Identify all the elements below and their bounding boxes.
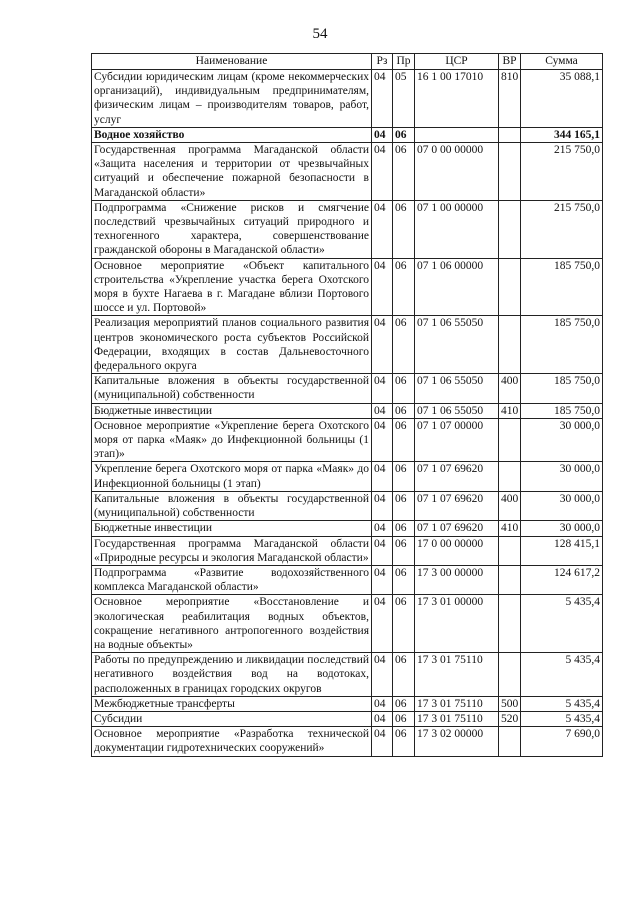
cell-sum: 30 000,0 — [521, 462, 603, 491]
cell-pr: 06 — [393, 143, 415, 201]
cell-name: Реализация мероприятий планов социального развития центров экономического роста субъектов Российской Федерации, входящих в состав Дальневосточного федерального округа — [92, 316, 372, 374]
cell-csr: 07 1 07 69620 — [415, 491, 499, 520]
cell-sum: 344 165,1 — [521, 127, 603, 142]
cell-pr: 06 — [393, 200, 415, 258]
table-row — [92, 711, 603, 726]
cell-rz: 04 — [372, 403, 393, 418]
cell-csr: 07 1 06 55050 — [415, 316, 499, 374]
cell-name: Субсидии — [92, 711, 372, 726]
cell-name: Бюджетные инвестиции — [92, 403, 372, 418]
cell-csr: 07 1 00 00000 — [415, 200, 499, 258]
table-row — [92, 70, 603, 128]
cell-name: Укрепление берега Охотского моря от парка «Маяк» до Инфекционной больницы (1 этап) — [92, 462, 372, 491]
cell-sum: 30 000,0 — [521, 418, 603, 462]
cell-name: Подпрограмма «Снижение рисков и смягчение последствий чрезвычайных ситуаций природного и техногенного характера, совершенствование гражданской обороны в Магаданской области» — [92, 200, 372, 258]
cell-pr: 06 — [393, 374, 415, 403]
cell-sum: 185 750,0 — [521, 258, 603, 316]
cell-csr: 16 1 00 17010 — [415, 70, 499, 128]
cell-csr: 07 0 00 00000 — [415, 143, 499, 201]
cell-vr — [499, 418, 521, 462]
cell-csr: 17 0 00 00000 — [415, 536, 499, 565]
cell-name: Водное хозяйство — [92, 127, 372, 142]
table-row — [92, 491, 603, 520]
table-row — [92, 595, 603, 653]
cell-sum: 185 750,0 — [521, 316, 603, 374]
cell-sum: 5 435,4 — [521, 711, 603, 726]
cell-rz: 04 — [372, 727, 393, 756]
table-row — [92, 143, 603, 201]
cell-vr: 410 — [499, 521, 521, 536]
cell-rz: 04 — [372, 143, 393, 201]
table-row — [92, 316, 603, 374]
header-rz: Рз — [372, 54, 393, 70]
cell-rz: 04 — [372, 565, 393, 594]
cell-pr: 06 — [393, 536, 415, 565]
cell-vr — [499, 127, 521, 142]
header-pr: Пр — [393, 54, 415, 70]
cell-csr: 07 1 07 00000 — [415, 418, 499, 462]
cell-rz: 04 — [372, 418, 393, 462]
cell-vr — [499, 143, 521, 201]
cell-vr — [499, 727, 521, 756]
cell-name: Основное мероприятие «Восстановление и экологическая реабилитация водных объектов, сокращение негативного антропогенного воздействия на водные объекты» — [92, 595, 372, 653]
cell-vr: 400 — [499, 374, 521, 403]
table-row — [92, 565, 603, 594]
cell-pr: 06 — [393, 462, 415, 491]
cell-pr: 06 — [393, 316, 415, 374]
cell-csr: 07 1 06 55050 — [415, 374, 499, 403]
table-row — [92, 127, 603, 142]
cell-name: Капитальные вложения в объекты государственной (муниципальной) собственности — [92, 491, 372, 520]
cell-rz: 04 — [372, 653, 393, 697]
cell-sum: 30 000,0 — [521, 491, 603, 520]
cell-csr — [415, 127, 499, 142]
table-row — [92, 200, 603, 258]
cell-name: Капитальные вложения в объекты государственной (муниципальной) собственности — [92, 374, 372, 403]
cell-vr — [499, 536, 521, 565]
cell-sum: 5 435,4 — [521, 653, 603, 697]
header-sum: Сумма — [521, 54, 603, 70]
cell-pr: 06 — [393, 653, 415, 697]
cell-vr: 520 — [499, 711, 521, 726]
cell-csr: 17 3 02 00000 — [415, 727, 499, 756]
budget-table — [91, 53, 603, 757]
cell-sum: 128 415,1 — [521, 536, 603, 565]
cell-pr: 06 — [393, 418, 415, 462]
cell-vr: 400 — [499, 491, 521, 520]
cell-vr — [499, 462, 521, 491]
cell-sum: 5 435,4 — [521, 595, 603, 653]
cell-rz: 04 — [372, 521, 393, 536]
cell-sum: 35 088,1 — [521, 70, 603, 128]
cell-sum: 185 750,0 — [521, 374, 603, 403]
cell-sum: 215 750,0 — [521, 200, 603, 258]
cell-vr — [499, 258, 521, 316]
table-row — [92, 536, 603, 565]
cell-vr — [499, 565, 521, 594]
cell-name: Государственная программа Магаданской области «Природные ресурсы и экология Магаданской области» — [92, 536, 372, 565]
cell-csr: 17 3 01 00000 — [415, 595, 499, 653]
table-row — [92, 403, 603, 418]
cell-name: Бюджетные инвестиции — [92, 521, 372, 536]
cell-rz: 04 — [372, 200, 393, 258]
cell-vr: 500 — [499, 696, 521, 711]
cell-vr — [499, 316, 521, 374]
cell-csr: 07 1 06 00000 — [415, 258, 499, 316]
cell-rz: 04 — [372, 374, 393, 403]
cell-csr: 07 1 07 69620 — [415, 521, 499, 536]
cell-pr: 06 — [393, 711, 415, 726]
cell-sum: 30 000,0 — [521, 521, 603, 536]
cell-pr: 06 — [393, 491, 415, 520]
cell-rz: 04 — [372, 595, 393, 653]
table-row — [92, 258, 603, 316]
cell-rz: 04 — [372, 462, 393, 491]
cell-pr: 06 — [393, 403, 415, 418]
table-row — [92, 653, 603, 697]
cell-name: Основное мероприятие «Объект капитального строительства «Укрепление участка берега Охотского моря в бухте Нагаева в г. Магадане вблизи Портового шоссе и ул. Портовой» — [92, 258, 372, 316]
cell-vr — [499, 653, 521, 697]
cell-name: Государственная программа Магаданской области «Защита населения и территории от чрезвычайных ситуаций и обеспечение пожарной безопасности в Магаданской области» — [92, 143, 372, 201]
cell-name: Работы по предупреждению и ликвидации последствий негативного воздействия вод на водотоках, расположенных в границах городских округов — [92, 653, 372, 697]
cell-csr: 07 1 07 69620 — [415, 462, 499, 491]
table-row — [92, 727, 603, 756]
table-row — [92, 462, 603, 491]
cell-sum: 215 750,0 — [521, 143, 603, 201]
cell-name: Основное мероприятие «Укрепление берега Охотского моря от парка «Маяк» до Инфекционной больницы (1 этап)» — [92, 418, 372, 462]
cell-vr: 410 — [499, 403, 521, 418]
header-vr: ВР — [499, 54, 521, 70]
cell-vr — [499, 200, 521, 258]
cell-pr: 05 — [393, 70, 415, 128]
cell-name: Субсидии юридическим лицам (кроме некоммерческих организаций), индивидуальным предпринимателям, физическим лицам – производителям товаров, работ, услуг — [92, 70, 372, 128]
cell-pr: 06 — [393, 258, 415, 316]
cell-name: Межбюджетные трансферты — [92, 696, 372, 711]
page-number: 54 — [312, 26, 328, 42]
cell-sum: 7 690,0 — [521, 727, 603, 756]
cell-pr: 06 — [393, 595, 415, 653]
cell-csr: 17 3 01 75110 — [415, 696, 499, 711]
cell-pr: 06 — [393, 727, 415, 756]
cell-pr: 06 — [393, 565, 415, 594]
cell-rz: 04 — [372, 711, 393, 726]
header-name: Наименование — [92, 54, 372, 70]
cell-name: Основное мероприятие «Разработка технической документации гидротехнических сооружений» — [92, 727, 372, 756]
table-header-row — [92, 54, 603, 70]
cell-csr: 17 3 01 75110 — [415, 653, 499, 697]
table-row — [92, 521, 603, 536]
cell-sum: 124 617,2 — [521, 565, 603, 594]
table-row — [92, 418, 603, 462]
cell-csr: 17 3 01 75110 — [415, 711, 499, 726]
cell-rz: 04 — [372, 258, 393, 316]
cell-csr: 17 3 00 00000 — [415, 565, 499, 594]
cell-sum: 185 750,0 — [521, 403, 603, 418]
cell-rz: 04 — [372, 316, 393, 374]
header-csr: ЦСР — [415, 54, 499, 70]
cell-pr: 06 — [393, 521, 415, 536]
cell-pr: 06 — [393, 127, 415, 142]
cell-rz: 04 — [372, 491, 393, 520]
table-row — [92, 374, 603, 403]
cell-rz: 04 — [372, 536, 393, 565]
cell-sum: 5 435,4 — [521, 696, 603, 711]
cell-csr: 07 1 06 55050 — [415, 403, 499, 418]
cell-rz: 04 — [372, 696, 393, 711]
cell-rz: 04 — [372, 127, 393, 142]
cell-vr: 810 — [499, 70, 521, 128]
cell-pr: 06 — [393, 696, 415, 711]
cell-rz: 04 — [372, 70, 393, 128]
cell-vr — [499, 595, 521, 653]
table-row — [92, 696, 603, 711]
cell-name: Подпрограмма «Развитие водохозяйственного комплекса Магаданской области» — [92, 565, 372, 594]
